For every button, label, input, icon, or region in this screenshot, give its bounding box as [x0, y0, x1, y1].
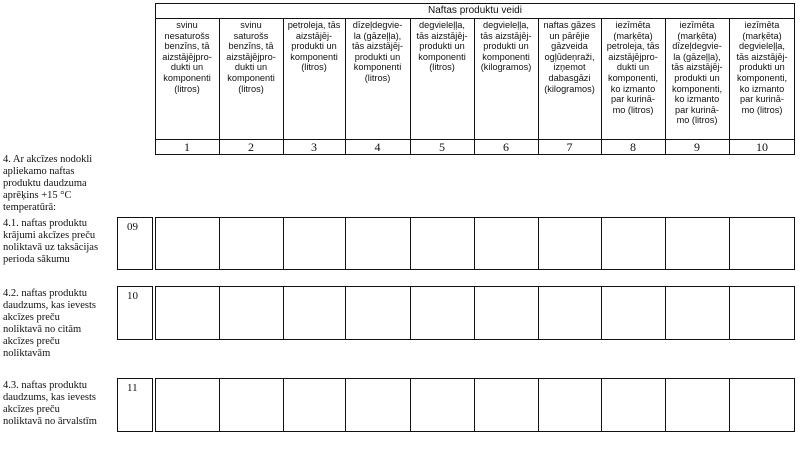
header-column-number: 2 — [248, 140, 254, 154]
row-input-cell[interactable] — [219, 217, 283, 270]
row-cell-divider — [474, 378, 475, 432]
row-cell-divider — [283, 286, 284, 340]
header-column-number: 9 — [694, 140, 700, 154]
row-input-cell[interactable] — [665, 378, 729, 432]
row-cell-divider — [538, 217, 539, 270]
row-input-cell[interactable] — [601, 378, 665, 432]
row-cell-divider — [729, 378, 730, 432]
row-cell-divider — [538, 286, 539, 340]
row-input-cell[interactable] — [665, 286, 729, 340]
row-input-cell[interactable] — [474, 378, 538, 432]
row-input-cell[interactable] — [729, 378, 795, 432]
header-column-label: iezīmēta (marķēta) petroleja, tās aizstājējpro- dukti un komponenti, ko izmanto par kurinā- mo (litros) — [606, 20, 660, 115]
header-column-label: svinu nesaturošs benzīns, tā aizstājējpro- dukti un komponenti (litros) — [162, 20, 212, 94]
section-heading: 4. Ar akcīzes nodokli apliekamo naftas produktu daudzuma aprēķins +15 °C temperatūrā: — [3, 154, 93, 213]
header-column-number: 3 — [311, 140, 317, 154]
row-cell-divider — [345, 286, 346, 340]
header-column-number: 6 — [503, 140, 509, 154]
row-input-cell[interactable] — [601, 217, 665, 270]
row-input-cell[interactable] — [410, 217, 474, 270]
row-code: 10 — [117, 286, 153, 340]
header-column-number: 7 — [566, 140, 573, 154]
row-cell-divider — [601, 378, 602, 432]
header-column-label: degvieleļļa, tās aizstājēj- produkti un komponenti (kilogramos) — [480, 20, 532, 73]
header-column-label: iezīmēta (marķēta) degvieleļļa, tās aizstājēj- produkti un komponenti, ko izmanto par kurinā- mo (litros) — [736, 20, 788, 115]
row-cell-divider — [345, 217, 346, 270]
row-input-cell[interactable] — [155, 217, 219, 270]
header-column-number: 4 — [374, 140, 381, 154]
header-column-number: 10 — [756, 140, 768, 154]
row-label: 4.2. naftas produktu daudzums, kas ievests akcīzes preču noliktavā no citām akcīzes preču noliktavām — [3, 288, 97, 359]
header-column-number: 1 — [184, 140, 190, 154]
row-input-cell[interactable] — [345, 217, 410, 270]
row-cell-divider — [601, 286, 602, 340]
row-input-cell[interactable] — [155, 378, 219, 432]
row-input-cell[interactable] — [283, 378, 345, 432]
row-input-cell[interactable] — [219, 286, 283, 340]
row-input-cell[interactable] — [474, 286, 538, 340]
row-input-cell[interactable] — [538, 286, 601, 340]
row-input-cell[interactable] — [283, 286, 345, 340]
row-cell-divider — [538, 378, 539, 432]
row-cell-divider — [474, 286, 475, 340]
row-cell-divider — [665, 286, 666, 340]
header-column-number: 5 — [439, 140, 445, 154]
row-input-cell[interactable] — [601, 286, 665, 340]
row-input-cell[interactable] — [345, 378, 410, 432]
header-column-label: degvieleļļa, tās aizstājēj- produkti un komponenti (litros) — [416, 20, 468, 73]
row-cell-divider — [601, 217, 602, 270]
row-input-cell[interactable] — [538, 217, 601, 270]
row-cell-divider — [283, 217, 284, 270]
header-column-label: iezīmēta (marķēta) dīzeļdegvie- la (gāzeļļa), tās aizstājēj- produkti un komponenti, ko izmanto par kurinā- mo (litros) — [671, 20, 723, 126]
row-cell-divider — [219, 286, 220, 340]
row-code: 09 — [117, 217, 153, 270]
row-input-cell[interactable] — [474, 217, 538, 270]
row-input-cell[interactable] — [538, 378, 601, 432]
header-column-label: dīzeļdegvie- la (gāzeļļa), tās aizstājēj- produkti un komponenti (litros) — [351, 20, 404, 83]
row-cell-divider — [410, 378, 411, 432]
row-input-cell[interactable] — [345, 286, 410, 340]
row-cell-divider — [665, 378, 666, 432]
row-input-cell[interactable] — [219, 378, 283, 432]
row-cell-divider — [283, 378, 284, 432]
header-title-divider — [155, 18, 795, 19]
row-code: 11 — [117, 378, 153, 432]
row-input-cell[interactable] — [410, 378, 474, 432]
row-cell-divider — [665, 217, 666, 270]
row-label: 4.3. naftas produktu daudzums, kas ievests akcīzes preču noliktavā no ārvalstīm — [3, 380, 97, 427]
row-cell-divider — [729, 286, 730, 340]
row-cell-divider — [729, 217, 730, 270]
row-label: 4.1. naftas produktu krājumi akcīzes preču noliktavā uz taksācijas perioda sākumu — [3, 218, 99, 265]
row-input-cell[interactable] — [665, 217, 729, 270]
header-column-label: naftas gāzes un pārējie gāzveida ogļūdeņraži, izņemot dabasgāzi (kilogramos) — [543, 20, 596, 94]
row-cell-divider — [219, 217, 220, 270]
header-column-label: svinu saturošs benzīns, tā aizstājējpro- dukti un komponenti (litros) — [226, 20, 276, 94]
header-column-label: petroleja, tās aizstājēj- produkti un komponenti (litros) — [287, 20, 341, 73]
row-input-cell[interactable] — [155, 286, 219, 340]
row-input-cell[interactable] — [729, 286, 795, 340]
header-column-number: 8 — [630, 140, 636, 154]
row-cell-divider — [410, 217, 411, 270]
row-cell-divider — [474, 217, 475, 270]
row-cell-divider — [345, 378, 346, 432]
row-cell-divider — [410, 286, 411, 340]
header-title: Naftas produktu veidi — [428, 5, 522, 16]
row-cell-divider — [219, 378, 220, 432]
row-input-cell[interactable] — [410, 286, 474, 340]
row-input-cell[interactable] — [729, 217, 795, 270]
row-input-cell[interactable] — [283, 217, 345, 270]
